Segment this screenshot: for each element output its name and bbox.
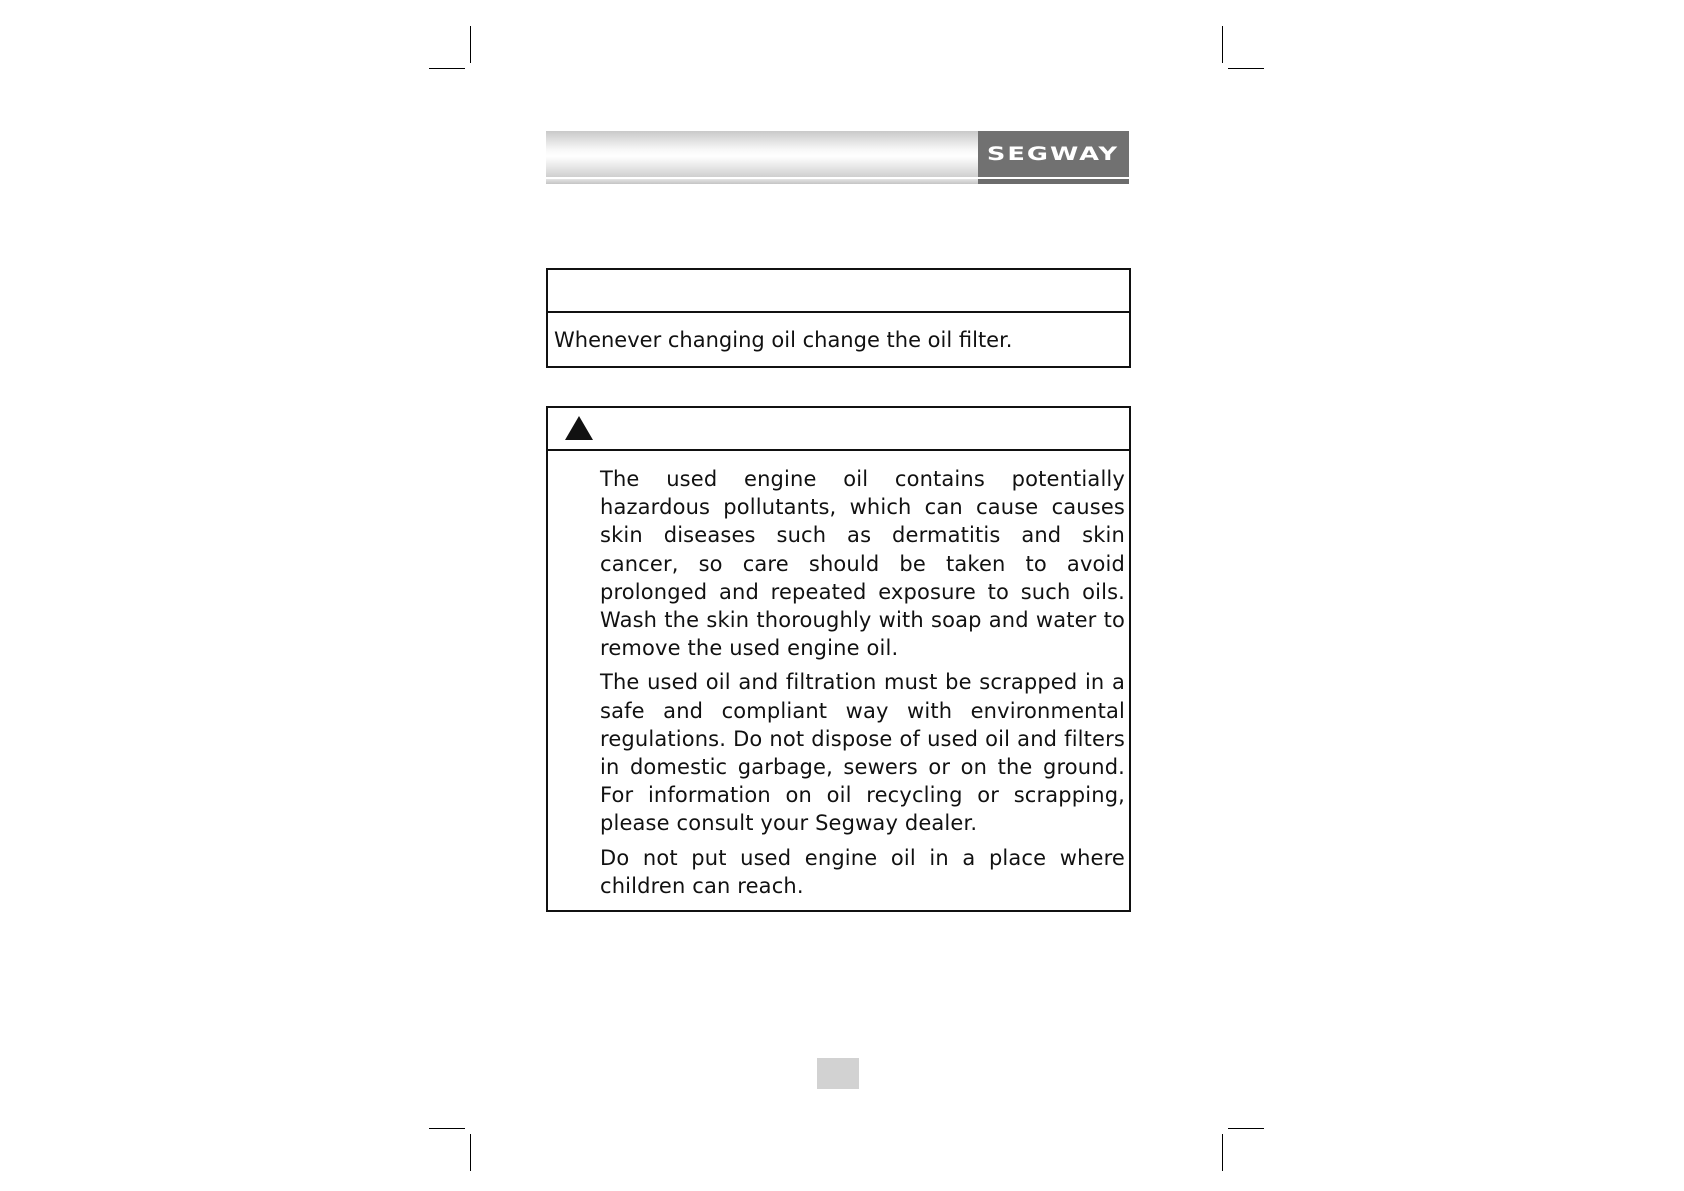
note-box-header bbox=[548, 270, 1129, 313]
page-number-tab bbox=[817, 1058, 859, 1089]
warning-triangle-icon bbox=[565, 416, 593, 440]
header-gradient-bar bbox=[546, 131, 978, 177]
crop-mark bbox=[470, 1134, 471, 1171]
warning-body bbox=[548, 451, 1129, 910]
brand-logo-text: SEGWAY bbox=[987, 143, 1120, 165]
note-text: Whenever changing oil change the oil filter. bbox=[554, 328, 1013, 352]
crop-mark bbox=[1222, 26, 1223, 63]
warning-paragraph: The used engine oil contains potentially hazardous pollutants, which can cause causes skin diseases such as dermatitis and skin cancer, so care should be taken to avoid prolonged and repeated exposure to such oils. Wash the skin thoroughly with soap and water to remove the used engine oil. bbox=[600, 467, 1125, 661]
logo-underline bbox=[978, 179, 1129, 184]
crop-mark bbox=[1222, 1134, 1223, 1171]
warning-box bbox=[546, 406, 1131, 912]
crop-mark bbox=[429, 1128, 465, 1129]
note-box bbox=[546, 268, 1131, 368]
warning-paragraph: Do not put used engine oil in a place where children can reach. bbox=[600, 845, 1125, 898]
warning-box-header bbox=[548, 408, 1129, 451]
page-header bbox=[546, 131, 1129, 185]
brand-logo bbox=[978, 131, 1129, 177]
crop-mark bbox=[470, 26, 471, 63]
crop-mark bbox=[429, 68, 465, 69]
header-underline bbox=[546, 179, 978, 184]
crop-mark bbox=[1228, 1128, 1264, 1129]
crop-mark bbox=[1228, 68, 1264, 69]
warning-paragraph: The used oil and filtration must be scrapped in a safe and compliant way with environmental regulations. Do not dispose of used oil and filters in domestic garbage, sewers or on the ground. For information on oil recycling or scrapping, please consult your Segway dealer. bbox=[600, 670, 1125, 836]
